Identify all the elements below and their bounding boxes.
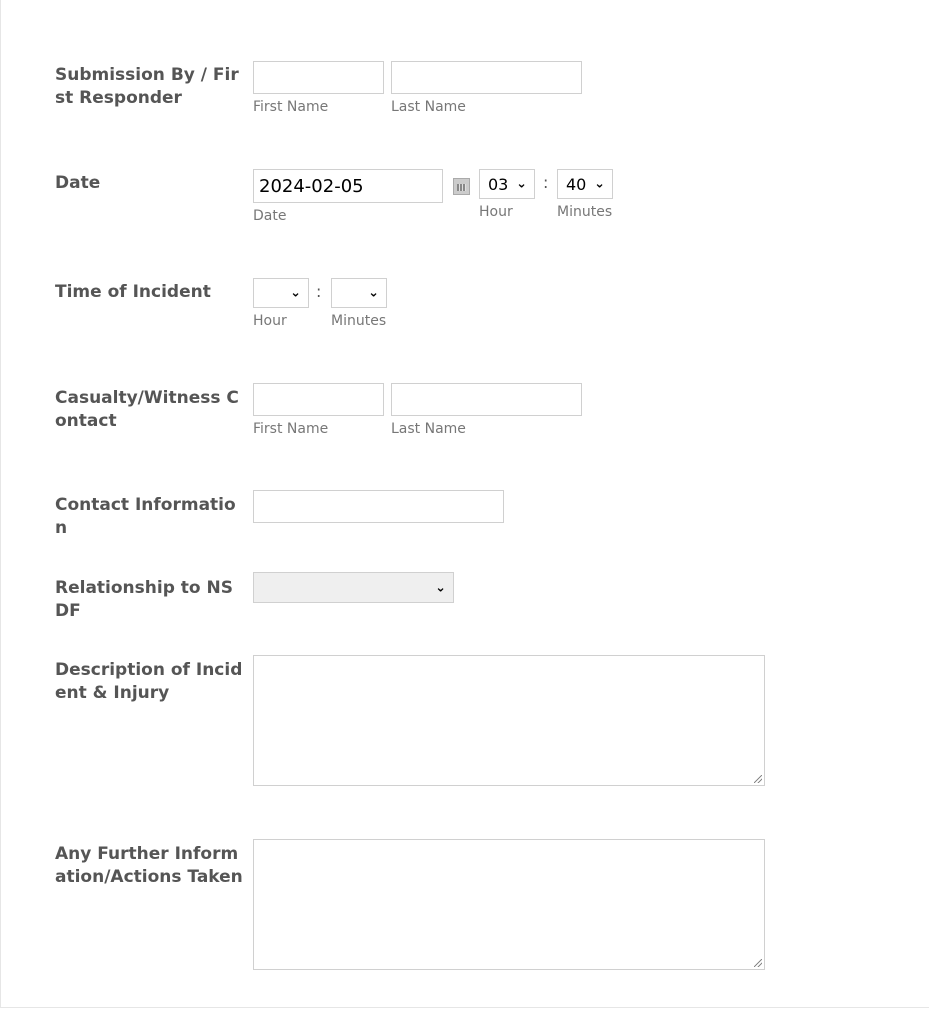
resize-handle-icon[interactable] [754,775,762,783]
time-of-incident-label: Time of Incident [55,282,211,302]
hour-sublabel: Hour [253,313,287,329]
casualty-last-name-input[interactable] [391,383,582,416]
chevron-down-icon: ⌄ [516,176,527,192]
submission-first-name-input[interactable] [253,61,384,94]
chevron-down-icon: ⌄ [594,176,605,192]
contact-information-label: Contact Information [55,495,236,538]
time-separator: : [543,173,549,192]
time-separator: : [316,282,322,301]
relationship-select[interactable] [253,572,454,603]
date-minute-value: 40 [566,174,587,194]
description-label: Description of Incident & Injury [55,660,243,703]
date-minute-select[interactable] [557,169,613,199]
incident-minute-select[interactable] [331,278,387,308]
chevron-down-icon: ⌄ [435,580,446,595]
date-label: Date [55,173,101,193]
casualty-label: Casualty/Witness Contact [55,388,239,431]
further-information-label: Any Further Information/Actions Taken [55,844,243,887]
first-name-sublabel: First Name [253,421,329,437]
last-name-sublabel: Last Name [391,99,466,115]
hour-sublabel: Hour [479,204,513,220]
contact-information-input[interactable] [253,490,504,523]
date-hour-select[interactable] [479,169,535,199]
submission-last-name-input[interactable] [391,61,582,94]
resize-handle-icon[interactable] [754,959,762,967]
first-name-sublabel: First Name [253,99,329,115]
calendar-icon[interactable] [453,178,470,195]
last-name-sublabel: Last Name [391,421,466,437]
minutes-sublabel: Minutes [331,313,387,329]
casualty-first-name-input[interactable] [253,383,384,416]
chevron-down-icon: ⌄ [290,285,301,301]
further-information-textarea[interactable] [253,839,765,970]
date-hour-value: 03 [488,174,509,194]
date-sublabel: Date [253,208,287,224]
chevron-down-icon: ⌄ [368,285,379,301]
relationship-label: Relationship to NSDF [55,578,233,621]
submission-label: Submission By / First Responder [55,65,239,108]
minutes-sublabel: Minutes [557,204,613,220]
description-textarea[interactable] [253,655,765,786]
incident-hour-select[interactable] [253,278,309,308]
date-input[interactable] [253,169,443,203]
